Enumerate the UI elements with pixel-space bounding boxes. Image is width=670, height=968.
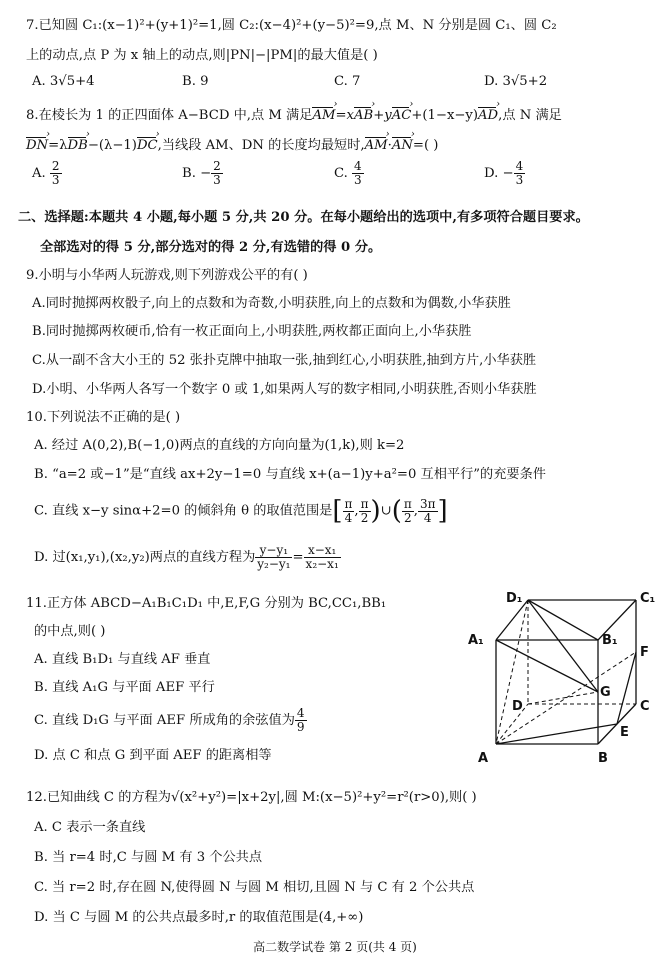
q7-option-d: D. 3√5+2	[484, 74, 548, 89]
q8-eq2: +y	[373, 108, 392, 123]
edge-d1b1	[528, 600, 598, 640]
q7-line2: 上的动点,点 P 为 x 轴上的动点,则|PN|−|PM|的最大值是( )	[26, 48, 378, 63]
section2-heading-line2: 全部选对的得 5 分,部分选对的得 2 分,有选错的得 0 分。	[40, 240, 382, 255]
numerator: 2	[51, 159, 60, 173]
q12-option-a: A. C 表示一条直线	[34, 820, 146, 835]
q8-text2: ,点 N 满足	[498, 108, 562, 123]
option-label: C.	[334, 166, 348, 181]
label-d: D	[512, 699, 523, 714]
denominator: 9	[296, 720, 305, 734]
vector-am-2: AM ›	[365, 138, 388, 153]
q8-option-a	[32, 160, 62, 187]
label-d1: D₁	[506, 591, 523, 606]
q9-option-c: C.从一副不含大小王的 52 张扑克牌中抽取一张,抽到红心,小明获胜,抽到方片,小华获胜	[32, 353, 537, 368]
bracket-right: )	[370, 496, 381, 526]
q9-option-d: D.小明、小华两人各写一个数字 0 或 1,如果两人写的数字相同,小明获胜,否则小华获胜	[32, 382, 537, 397]
denominator: 4	[344, 510, 353, 525]
vector-ab: AB ›	[354, 108, 373, 123]
denominator: 3	[213, 173, 221, 187]
segment-af	[496, 652, 636, 744]
q7-option-a: A. 3√5+4	[32, 74, 95, 89]
edge-a1d1	[496, 600, 528, 640]
vector-dn: DN ›	[26, 138, 48, 153]
bracket-right-2: ]	[437, 496, 448, 526]
denominator: 4	[423, 510, 432, 525]
q8-text: 8.在棱长为 1 的正四面体 A−BCD 中,点 M 满足	[26, 108, 313, 123]
option-sign: −	[200, 166, 212, 181]
q11-line1: 11.正方体 ABCD−A₁B₁C₁D₁ 中,E,F,G 分别为 BC,CC₁,BB₁	[26, 596, 387, 611]
q12-option-c: C. 当 r=2 时,存在圆 N,使得圆 N 与圆 M 相切,且圆 N 与 C 有 2 个公共点	[34, 880, 475, 895]
q11-c-text: C. 直线 D₁G 与平面 AEF 所成角的余弦值为	[34, 713, 295, 728]
numerator: 4	[296, 706, 305, 720]
denominator: 3	[51, 173, 60, 187]
numerator: x−x₁	[304, 544, 341, 558]
label-c1: C₁	[640, 591, 656, 606]
q11-option-b: B. 直线 A₁G 与平面 AEF 平行	[34, 680, 215, 695]
label-a: A	[478, 751, 489, 766]
label-f: F	[640, 645, 649, 660]
vector-ac: AC ›	[392, 108, 412, 123]
fraction	[402, 498, 414, 525]
q8-line2	[26, 134, 438, 153]
q8-option-d	[484, 160, 525, 187]
q8-text3: ,当线段 AM、DN 的长度均最短时,	[157, 138, 365, 153]
fraction	[50, 160, 62, 187]
q12-option-d: D. 当 C 与圆 M 的公共点最多时,r 的取值范围是(4,+∞)	[34, 910, 364, 925]
numerator: y−y₁	[255, 544, 292, 558]
fraction	[295, 707, 307, 734]
q10-option-b: B. “a=2 或−1”是“直线 ax+2y−1=0 与直线 x+(a−1)y+a²=0 互相平行”的充要条件	[34, 467, 546, 482]
q12-option-b: B. 当 r=4 时,C 与圆 M 有 3 个公共点	[34, 850, 263, 865]
q9-stem: 9.小明与小华两人玩游戏,则下列游戏公平的有( )	[26, 268, 308, 283]
q8-option-c	[334, 160, 364, 187]
fraction	[359, 498, 371, 525]
denominator: 2	[404, 510, 412, 525]
vector-am: AM ›	[312, 108, 335, 123]
q10-c-text: C. 直线 x−y sinα+2=0 的倾斜角 θ 的取值范围是	[34, 503, 333, 519]
numerator: π	[360, 496, 369, 511]
fraction	[418, 498, 438, 525]
numerator: 2	[213, 159, 221, 173]
denominator: y₂−y₁	[257, 557, 291, 571]
q11-line2: 的中点,则( )	[34, 624, 106, 639]
q9-option-a: A.同时抛掷两枚骰子,向上的点数和为奇数,小明获胜,向上的点数和为偶数,小华获胜	[32, 296, 511, 311]
q10-option-c: C. 直线 x−y sinα+2=0 的倾斜角 θ 的取值范围是[ $\frac{\pi}{4}$ , $\frac{\pi}{2}$ )∪( $\frac{\pi}{2}$ , $\frac{3\pi}{4}$ ]	[34, 496, 448, 526]
q9-option-b: B.同时抛掷两枚硬币,恰有一枚正面向上,小明获胜,两枚都正面向上,小华获胜	[32, 324, 472, 339]
cube-figure	[462, 586, 662, 776]
fraction	[343, 498, 355, 525]
vector-ad: AD ›	[478, 108, 498, 123]
denominator: 3	[515, 173, 524, 187]
q8-text4: =( )	[412, 138, 439, 153]
numerator: π	[403, 496, 412, 511]
q8-option-b	[182, 160, 223, 187]
q10-stem: 10.下列说法不正确的是( )	[26, 410, 181, 425]
label-c: C	[640, 699, 650, 714]
q11-option-a: A. 直线 B₁D₁ 与直线 AF 垂直	[34, 652, 211, 667]
q11-option-d: D. 点 C 和点 G 到平面 AEF 的距离相等	[34, 748, 272, 763]
q10-option-d	[34, 544, 341, 571]
section2-heading: 二、选择题:本题共 4 小题,每小题 5 分,共 20 分。在每小题给出的选项中,有多项符合题目要求。	[18, 210, 589, 225]
vector-dc: DC ›	[137, 138, 158, 153]
denominator: 2	[360, 510, 369, 525]
denominator: x₂−x₁	[305, 557, 339, 571]
segment-dg	[528, 692, 598, 704]
fraction	[514, 160, 526, 187]
dot-operator: ·	[387, 138, 392, 153]
numerator: 4	[354, 159, 362, 173]
q12-line1: 12.已知曲线 C 的方程为√(x²+y²)=|x+2y|,圆 M:(x−5)²+y²=r²(r>0),则( )	[26, 790, 477, 805]
q11-option-c	[34, 707, 307, 734]
q7-option-c: C. 7	[334, 74, 361, 89]
fraction	[352, 160, 364, 187]
union-symbol: ∪	[380, 503, 392, 519]
option-label: A.	[32, 166, 46, 181]
segment-a1g	[496, 640, 598, 692]
label-b: B	[598, 751, 608, 766]
paren-left: (	[391, 496, 402, 526]
equals-sign: =	[292, 550, 304, 565]
q8-eq4: =λ	[48, 138, 68, 153]
vector-an: AN ›	[392, 138, 413, 153]
bracket-left: [	[332, 496, 343, 526]
q8-eq1: =x	[335, 108, 354, 123]
fraction	[211, 160, 223, 187]
page-footer: 高二数学试卷 第 2 页(共 4 页)	[253, 940, 417, 954]
option-sign: −	[502, 166, 514, 181]
fraction	[304, 544, 341, 571]
fraction	[255, 544, 292, 571]
option-label: B.	[182, 166, 196, 181]
numerator: 4	[515, 159, 524, 173]
q7-line1: 7.已知圆 C₁:(x−1)²+(y+1)²=1,圆 C₂:(x−4)²+(y−5)²=9,点 M、N 分别是圆 C₁、圆 C₂	[26, 18, 557, 33]
label-g: G	[600, 685, 611, 700]
q8-eq5: −(λ−1)	[87, 138, 137, 153]
q8-eq3: +(1−x−y)	[411, 108, 479, 123]
segment-ad1	[496, 600, 528, 744]
label-e: E	[620, 725, 629, 740]
q10-option-a: A. 经过 A(0,2),B(−1,0)两点的直线的方向向量为(1,k),则 k=2	[34, 438, 405, 453]
option-label: D.	[484, 166, 499, 181]
q10-d-text: D. 过(x₁,y₁),(x₂,y₂)两点的直线方程为	[34, 550, 256, 565]
q7-option-b: B. 9	[182, 74, 209, 89]
numerator: 3π	[419, 496, 436, 511]
label-b1: B₁	[602, 633, 618, 648]
vector-db: DB ›	[68, 138, 88, 153]
segment-ae	[496, 724, 617, 744]
q8-line1	[26, 104, 562, 123]
label-a1: A₁	[468, 633, 484, 648]
denominator: 3	[354, 173, 362, 187]
segment-d1g	[528, 600, 598, 692]
numerator: π	[344, 496, 353, 511]
